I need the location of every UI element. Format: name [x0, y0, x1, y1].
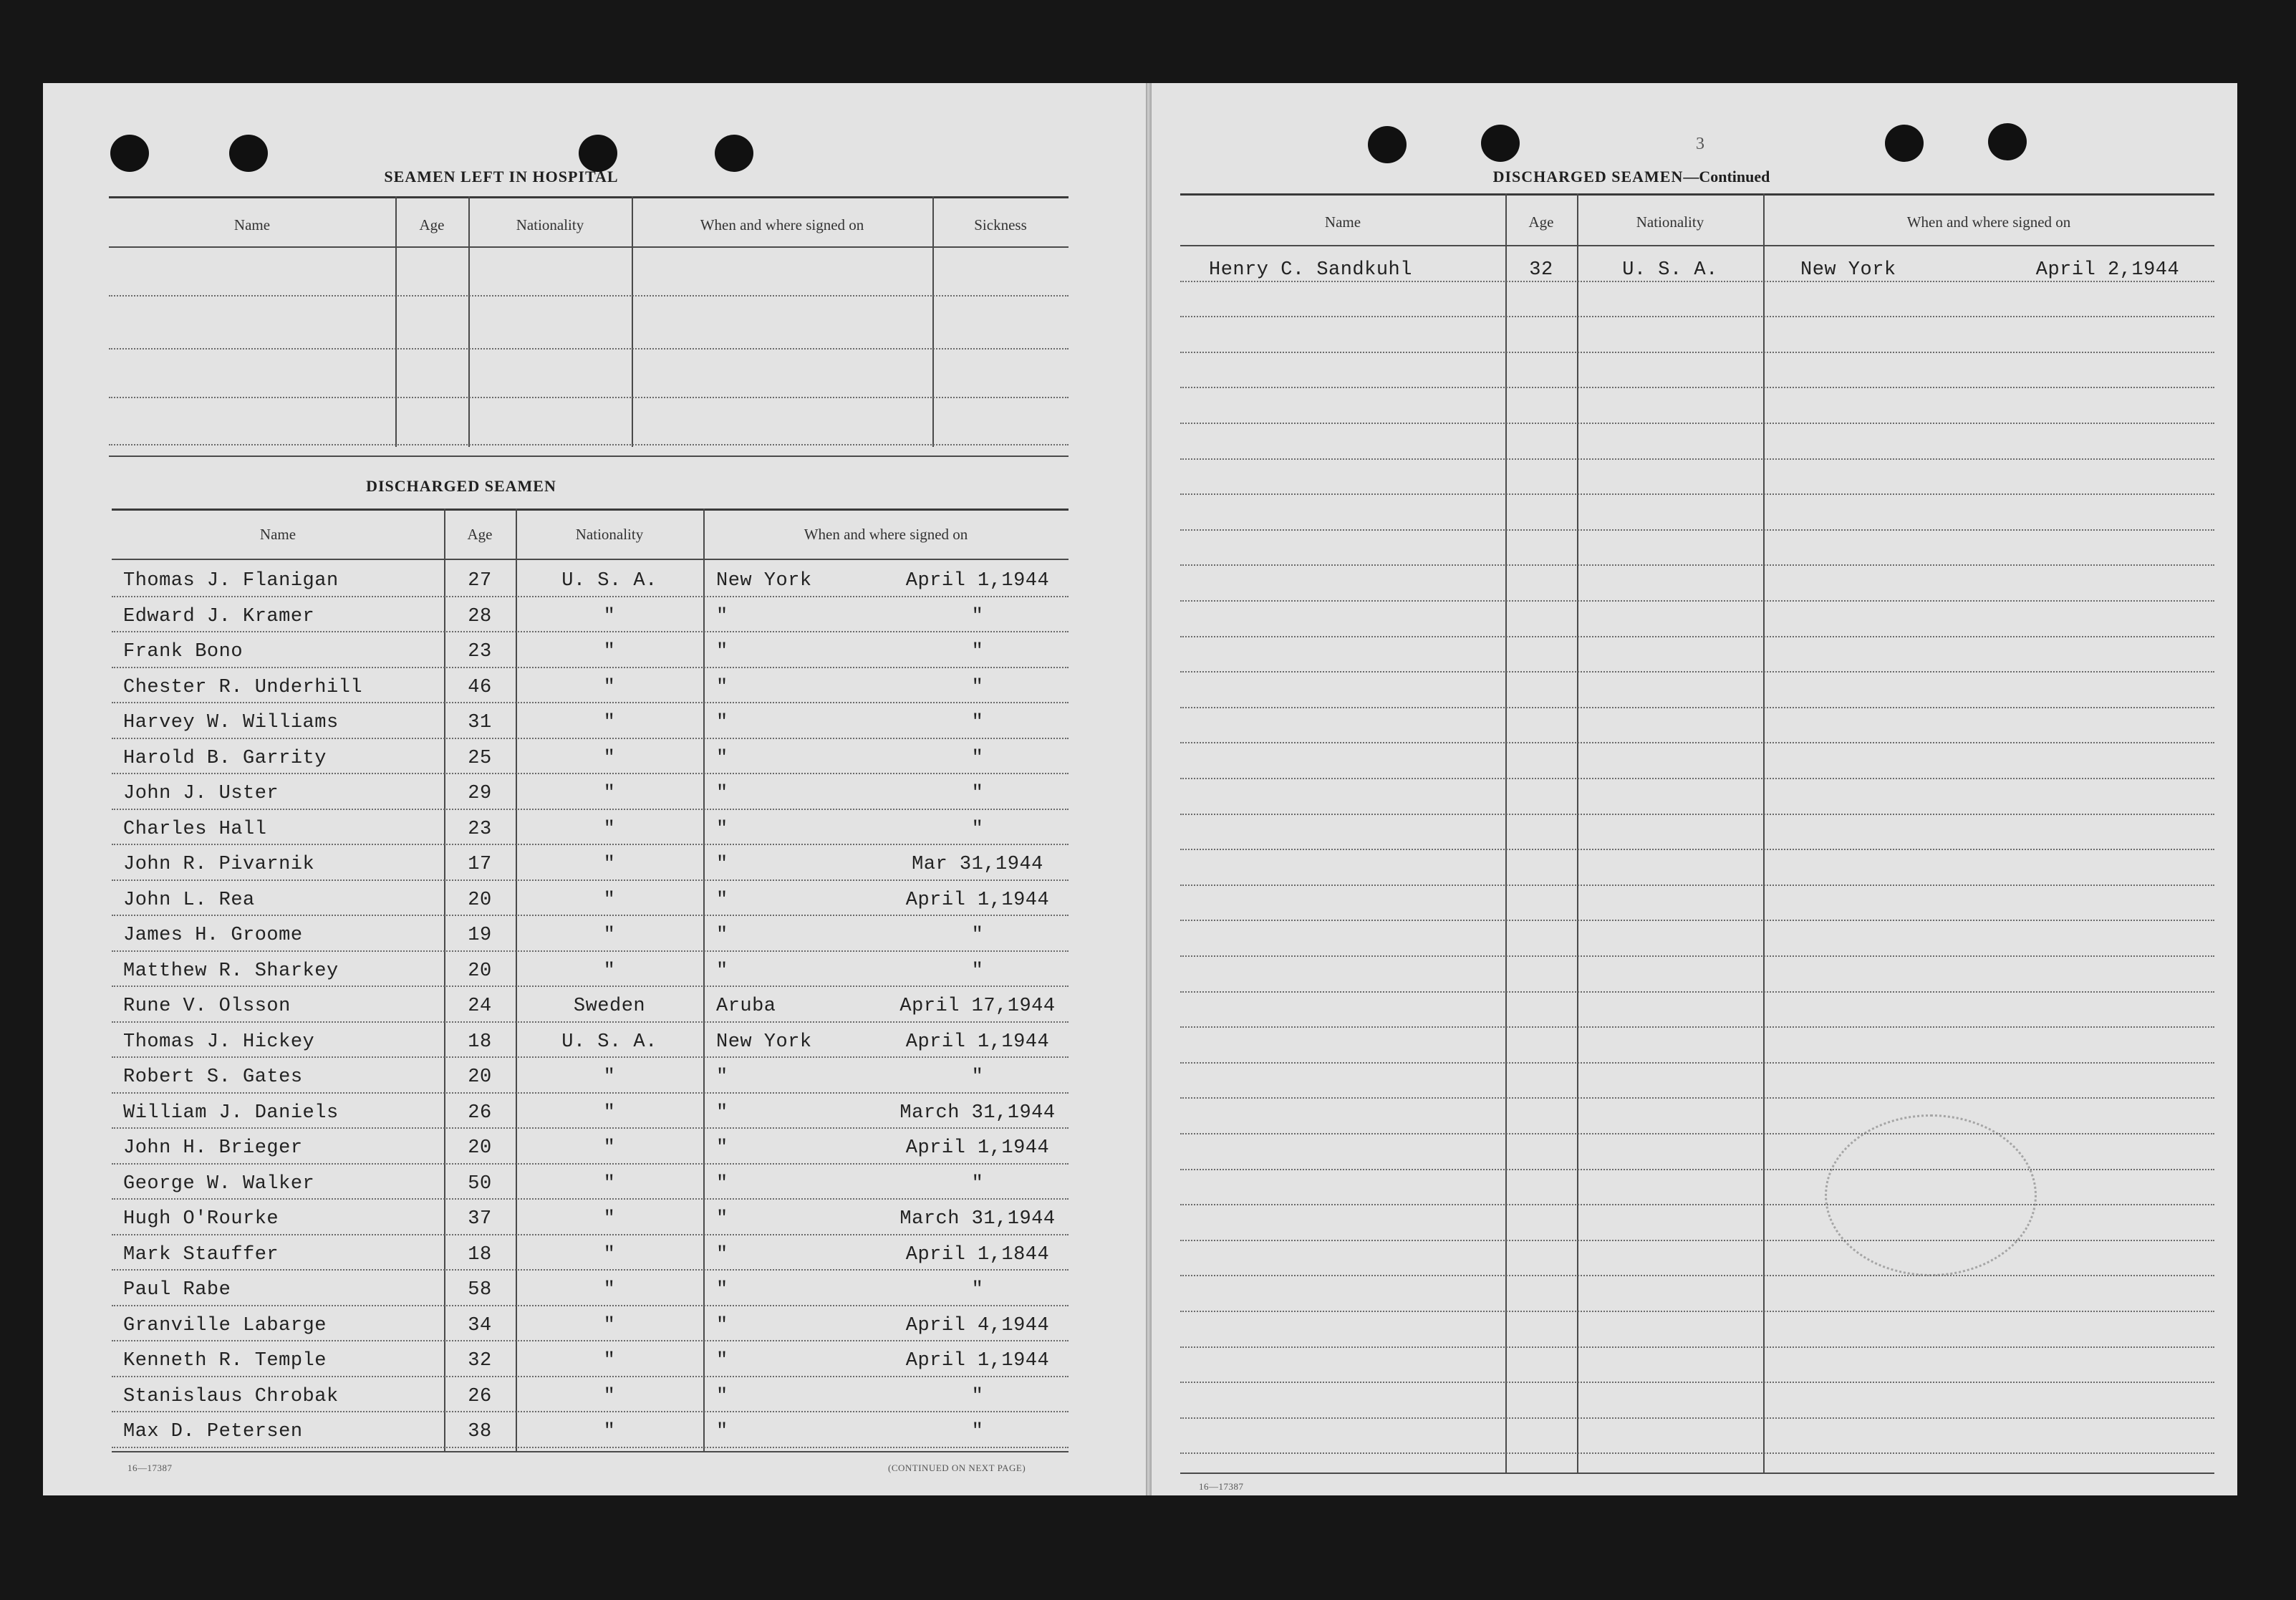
punch-hole	[110, 135, 149, 172]
cell-date: April 1,1944	[905, 1137, 1050, 1159]
cell-date: March 31,1944	[899, 1208, 1056, 1230]
cell-age: 25	[468, 747, 492, 769]
cell-date: "	[971, 1385, 984, 1407]
column-divider	[395, 196, 397, 447]
row-line	[1180, 1311, 2214, 1312]
row-line	[112, 1305, 1069, 1306]
rule	[109, 246, 1069, 248]
cell-name: Max D. Petersen	[123, 1421, 303, 1442]
cell-name: Robert S. Gates	[123, 1066, 303, 1088]
cell-nationality: "	[603, 960, 616, 982]
cell-age: 26	[468, 1102, 492, 1124]
cell-nationality: "	[603, 783, 616, 804]
continued-col-nationality: Nationality	[1636, 213, 1704, 231]
row-line	[112, 1021, 1069, 1023]
cell-date: "	[971, 747, 984, 769]
row-line	[1180, 991, 2214, 993]
cell-place: "	[716, 1066, 728, 1088]
column-divider	[1577, 193, 1578, 1474]
row-line	[1180, 707, 2214, 708]
cell-place: New York	[1800, 259, 1896, 281]
row-line	[1180, 564, 2214, 566]
cell-name: Paul Rabe	[123, 1279, 231, 1301]
cell-age: 34	[468, 1314, 492, 1336]
cell-age: 32	[1529, 259, 1553, 281]
cell-date: "	[971, 1066, 984, 1088]
row-line	[112, 1163, 1069, 1165]
row-line	[109, 397, 1069, 398]
row-line	[112, 1447, 1069, 1448]
row-line	[1180, 849, 2214, 850]
page-number: 3	[1696, 135, 1704, 153]
cell-age: 58	[468, 1279, 492, 1301]
cell-nationality: "	[603, 1208, 616, 1230]
hospital-col-signed-on: When and where signed on	[700, 216, 864, 233]
row-line	[1180, 636, 2214, 637]
cell-name: Thomas J. Flanigan	[123, 570, 339, 592]
rule	[112, 509, 1069, 511]
continued-col-signed-on: When and where signed on	[1906, 213, 2071, 231]
cell-place: "	[716, 1172, 728, 1195]
cell-name: Rune V. Olsson	[123, 996, 291, 1017]
row-line	[1180, 387, 2214, 388]
cell-place: "	[716, 747, 728, 769]
row-line	[112, 738, 1069, 739]
row-line	[1180, 885, 2214, 886]
cell-date: "	[971, 676, 984, 698]
cell-nationality: "	[603, 889, 616, 911]
cell-age: 19	[468, 925, 492, 946]
cell-name: Kenneth R. Temple	[123, 1350, 327, 1372]
row-line	[1180, 1204, 2214, 1205]
cell-date: "	[971, 818, 984, 840]
cell-date: "	[971, 605, 984, 627]
discharged-col-nationality: Nationality	[575, 526, 644, 543]
row-line	[109, 295, 1069, 297]
row-line	[1180, 1097, 2214, 1099]
cell-nationality: "	[603, 641, 616, 662]
row-line	[1180, 1417, 2214, 1419]
row-line	[1180, 814, 2214, 815]
cell-name: Edward J. Kramer	[123, 605, 315, 627]
cell-date: "	[971, 1421, 984, 1442]
cell-name: Henry C. Sandkuhl	[1209, 259, 1412, 281]
punch-hole	[715, 135, 753, 172]
cell-name: Thomas J. Hickey	[123, 1031, 315, 1053]
row-line	[1180, 1452, 2214, 1454]
cell-name: John R. Pivarnik	[123, 854, 315, 875]
cell-age: 50	[468, 1172, 492, 1195]
row-line	[112, 667, 1069, 668]
cell-nationality: "	[603, 1243, 616, 1266]
column-divider	[632, 196, 633, 447]
cell-name: John H. Brieger	[123, 1137, 303, 1159]
cell-place: "	[716, 605, 728, 627]
discharged-section-title: DISCHARGED SEAMEN	[366, 477, 556, 495]
cell-date: April 1,1844	[905, 1243, 1050, 1266]
cell-place: "	[716, 783, 728, 804]
cell-name: William J. Daniels	[123, 1102, 339, 1124]
row-line	[1180, 493, 2214, 495]
cell-nationality: U. S. A.	[1622, 259, 1718, 281]
cell-place: "	[716, 676, 728, 698]
rule	[1180, 193, 2214, 196]
rule	[1180, 245, 2214, 246]
left-page	[43, 83, 1146, 1495]
row-line	[112, 1269, 1069, 1271]
cell-age: 28	[468, 605, 492, 627]
cell-place: "	[716, 889, 728, 911]
column-divider	[468, 196, 470, 447]
cell-nationality: "	[603, 925, 616, 946]
hospital-col-nationality: Nationality	[516, 216, 584, 233]
row-line	[1180, 316, 2214, 317]
rule	[109, 196, 1069, 198]
cell-age: 29	[468, 783, 492, 804]
cell-nationality: "	[603, 712, 616, 733]
cell-age: 17	[468, 854, 492, 875]
cell-name: John L. Rea	[123, 889, 255, 911]
row-line	[112, 702, 1069, 703]
cell-date: April 17,1944	[899, 996, 1056, 1017]
row-line	[112, 915, 1069, 916]
cell-age: 46	[468, 676, 492, 698]
cell-date: "	[971, 783, 984, 804]
cell-place: "	[716, 1314, 728, 1336]
row-line	[112, 1092, 1069, 1094]
row-line	[1180, 458, 2214, 460]
cell-age: 20	[468, 960, 492, 982]
postmark-stamp	[1825, 1114, 2037, 1276]
row-line	[1180, 742, 2214, 743]
cell-place: "	[716, 1279, 728, 1301]
row-line	[112, 1234, 1069, 1235]
punch-hole	[579, 135, 617, 172]
column-divider	[1505, 193, 1507, 1474]
cell-date: April 1,1944	[905, 570, 1050, 592]
row-line	[1180, 529, 2214, 531]
row-line	[1180, 1346, 2214, 1348]
row-line	[112, 631, 1069, 632]
cell-age: 20	[468, 1137, 492, 1159]
cell-nationality: "	[603, 676, 616, 698]
cell-date: "	[971, 712, 984, 733]
cell-place: New York	[716, 570, 812, 592]
discharged-col-age: Age	[467, 526, 493, 543]
cell-name: Matthew R. Sharkey	[123, 960, 339, 982]
cell-age: 23	[468, 641, 492, 662]
punch-hole	[1988, 123, 2027, 160]
row-line	[1180, 671, 2214, 673]
cell-age: 24	[468, 996, 492, 1017]
cell-age: 32	[468, 1350, 492, 1372]
cell-age: 20	[468, 889, 492, 911]
hospital-col-name: Name	[233, 216, 271, 233]
row-line	[112, 985, 1069, 987]
row-line	[1180, 352, 2214, 353]
rule	[1180, 1473, 2214, 1474]
cell-place: "	[716, 1385, 728, 1407]
cell-nationality: "	[603, 1421, 616, 1442]
continued-col-age: Age	[1528, 213, 1554, 231]
form-number: 16—17387	[127, 1462, 173, 1473]
cell-nationality: U. S. A.	[561, 570, 657, 592]
cell-place: "	[716, 1421, 728, 1442]
cell-name: John J. Uster	[123, 783, 279, 804]
cell-place: "	[716, 712, 728, 733]
cell-nationality: "	[603, 1350, 616, 1372]
cell-age: 38	[468, 1421, 492, 1442]
cell-date: April 1,1944	[905, 889, 1050, 911]
cell-date: "	[971, 925, 984, 946]
row-line	[112, 596, 1069, 597]
cell-age: 37	[468, 1208, 492, 1230]
cell-date: March 31,1944	[899, 1102, 1056, 1124]
row-line	[1180, 1169, 2214, 1170]
row-line	[112, 809, 1069, 810]
cell-age: 31	[468, 712, 492, 733]
cell-nationality: "	[603, 1279, 616, 1301]
form-sheet	[43, 83, 2237, 1495]
cell-nationality: "	[603, 818, 616, 840]
cell-name: Mark Stauffer	[123, 1243, 279, 1266]
rule	[112, 1451, 1069, 1452]
row-line	[112, 773, 1069, 774]
cell-name: Charles Hall	[123, 818, 267, 840]
row-line	[112, 844, 1069, 845]
row-line	[112, 879, 1069, 881]
cell-place: "	[716, 818, 728, 840]
rule	[109, 456, 1069, 457]
cell-date: Mar 31,1944	[912, 854, 1043, 875]
hospital-section-title: SEAMEN LEFT IN HOSPITAL	[384, 168, 619, 185]
cell-date: April 1,1944	[905, 1031, 1050, 1053]
row-line	[1180, 1026, 2214, 1028]
row-line	[109, 444, 1069, 445]
row-line	[1180, 778, 2214, 779]
cell-nationality: U. S. A.	[561, 1031, 657, 1053]
row-line	[1180, 600, 2214, 602]
cell-date: April 4,1944	[905, 1314, 1050, 1336]
cell-nationality: Sweden	[573, 996, 646, 1017]
cell-name: Harold B. Garrity	[123, 747, 327, 769]
hospital-col-age: Age	[419, 216, 445, 233]
cell-place: "	[716, 1243, 728, 1266]
cell-place: "	[716, 1102, 728, 1124]
row-line	[112, 1198, 1069, 1200]
cell-place: "	[716, 925, 728, 946]
cell-place: "	[716, 1208, 728, 1230]
row-line	[1180, 955, 2214, 957]
cell-name: James H. Groome	[123, 925, 303, 946]
cell-date: April 1,1944	[905, 1350, 1050, 1372]
cell-nationality: "	[603, 1066, 616, 1088]
continued-col-name: Name	[1324, 213, 1361, 231]
cell-name: Frank Bono	[123, 641, 243, 662]
row-line	[1180, 1133, 2214, 1134]
cell-name: Hugh O'Rourke	[123, 1208, 279, 1230]
cell-name: Chester R. Underhill	[123, 676, 363, 698]
cell-age: 18	[468, 1031, 492, 1053]
continued-section-title	[1445, 168, 1818, 186]
discharged-col-signed-on: When and where signed on	[804, 526, 968, 543]
column-divider	[1763, 193, 1765, 1474]
cell-place: New York	[716, 1031, 812, 1053]
continued-note: (CONTINUED ON NEXT PAGE)	[888, 1462, 1026, 1473]
column-divider	[932, 196, 934, 447]
cell-name: George W. Walker	[123, 1172, 315, 1195]
right-page	[1152, 83, 2237, 1495]
cell-name: Harvey W. Williams	[123, 712, 339, 733]
cell-age: 20	[468, 1066, 492, 1088]
punch-hole	[1368, 126, 1407, 163]
row-line	[1180, 1240, 2214, 1241]
punch-hole	[1885, 125, 1924, 162]
continued-title-main: DISCHARGED SEAMEN	[1492, 168, 1684, 185]
cell-nationality: "	[603, 747, 616, 769]
cell-nationality: "	[603, 854, 616, 875]
cell-age: 18	[468, 1243, 492, 1266]
cell-place: Aruba	[716, 996, 776, 1017]
rule	[112, 559, 1069, 560]
cell-date: "	[971, 1279, 984, 1301]
cell-name: Stanislaus Chrobak	[123, 1385, 339, 1407]
row-line	[112, 1376, 1069, 1377]
cell-place: "	[716, 1350, 728, 1372]
discharged-col-name: Name	[259, 526, 296, 543]
cell-place: "	[716, 641, 728, 662]
cell-nationality: "	[603, 1172, 616, 1195]
row-line	[112, 1056, 1069, 1058]
cell-nationality: "	[603, 1102, 616, 1124]
cell-age: 23	[468, 818, 492, 840]
form-number: 16—17387	[1199, 1481, 1244, 1492]
cell-nationality: "	[603, 605, 616, 627]
cell-place: "	[716, 854, 728, 875]
hospital-col-sickness: Sickness	[974, 216, 1027, 233]
cell-date: "	[971, 960, 984, 982]
row-line	[112, 1340, 1069, 1341]
cell-nationality: "	[603, 1314, 616, 1336]
cell-age: 27	[468, 570, 492, 592]
row-line	[109, 348, 1069, 350]
cell-date: April 2,1944	[2035, 259, 2180, 281]
row-line	[112, 1127, 1069, 1129]
row-line	[1180, 920, 2214, 921]
cell-nationality: "	[603, 1137, 616, 1159]
row-line	[1180, 1275, 2214, 1276]
row-line	[112, 1411, 1069, 1412]
cell-age: 26	[468, 1385, 492, 1407]
column-divider	[703, 509, 705, 1451]
page-fold	[1146, 83, 1152, 1495]
cell-date: "	[971, 1172, 984, 1195]
row-line	[1180, 423, 2214, 424]
cell-place: "	[716, 960, 728, 982]
row-line	[1180, 1382, 2214, 1383]
row-line	[1180, 1062, 2214, 1064]
punch-hole	[1481, 125, 1520, 162]
cell-date: "	[971, 641, 984, 662]
row-line	[112, 950, 1069, 952]
cell-name: Granville Labarge	[123, 1314, 327, 1336]
cell-nationality: "	[603, 1385, 616, 1407]
punch-hole	[229, 135, 268, 172]
continued-title-suffix: —Continued	[1683, 168, 1770, 185]
cell-place: "	[716, 1137, 728, 1159]
